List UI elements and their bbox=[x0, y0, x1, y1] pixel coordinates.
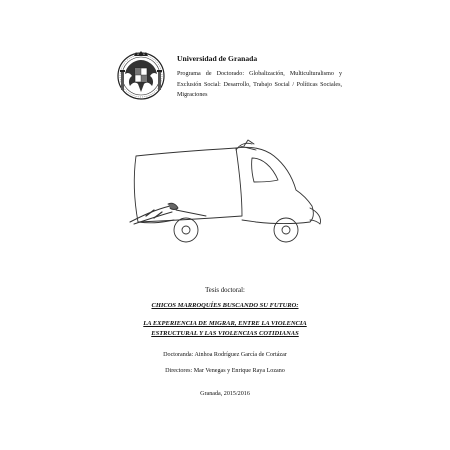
university-name: Universidad de Granada bbox=[177, 54, 258, 63]
place-date: Granada, 2015/2016 bbox=[200, 391, 250, 397]
directors-line bbox=[0, 368, 450, 374]
university-crest-icon bbox=[116, 46, 166, 106]
thesis-title-line-1: CHICOS MARROQUÍES BUSCANDO SU FUTURO: bbox=[151, 302, 299, 309]
thesis-label: Tesis doctoral: bbox=[205, 287, 245, 294]
author-line bbox=[0, 352, 450, 358]
truck-drawing-icon bbox=[124, 136, 334, 248]
thesis-title-line-2: LA EXPERIENCIA DE MIGRAR, ENTRE LA VIOLENCIA bbox=[143, 320, 307, 327]
directors-label: Directores: bbox=[165, 368, 193, 374]
thesis-title-line-3: ESTRUCTURAL Y LAS VIOLENCIAS COTIDIANAS bbox=[151, 330, 299, 337]
author-label: Doctoranda: bbox=[163, 352, 194, 358]
directors-names: Mar Venegas y Enrique Raya Lozano bbox=[193, 368, 285, 374]
doctoral-program: Programa de Doctorado: Globalización, Multiculturalismo y Exclusión Social: Desarrollo, Trabajo Social / Políticas Sociales, Migraciones bbox=[177, 71, 342, 98]
author-name: Ainhoa Rodríguez García de Cortázar bbox=[194, 352, 287, 358]
